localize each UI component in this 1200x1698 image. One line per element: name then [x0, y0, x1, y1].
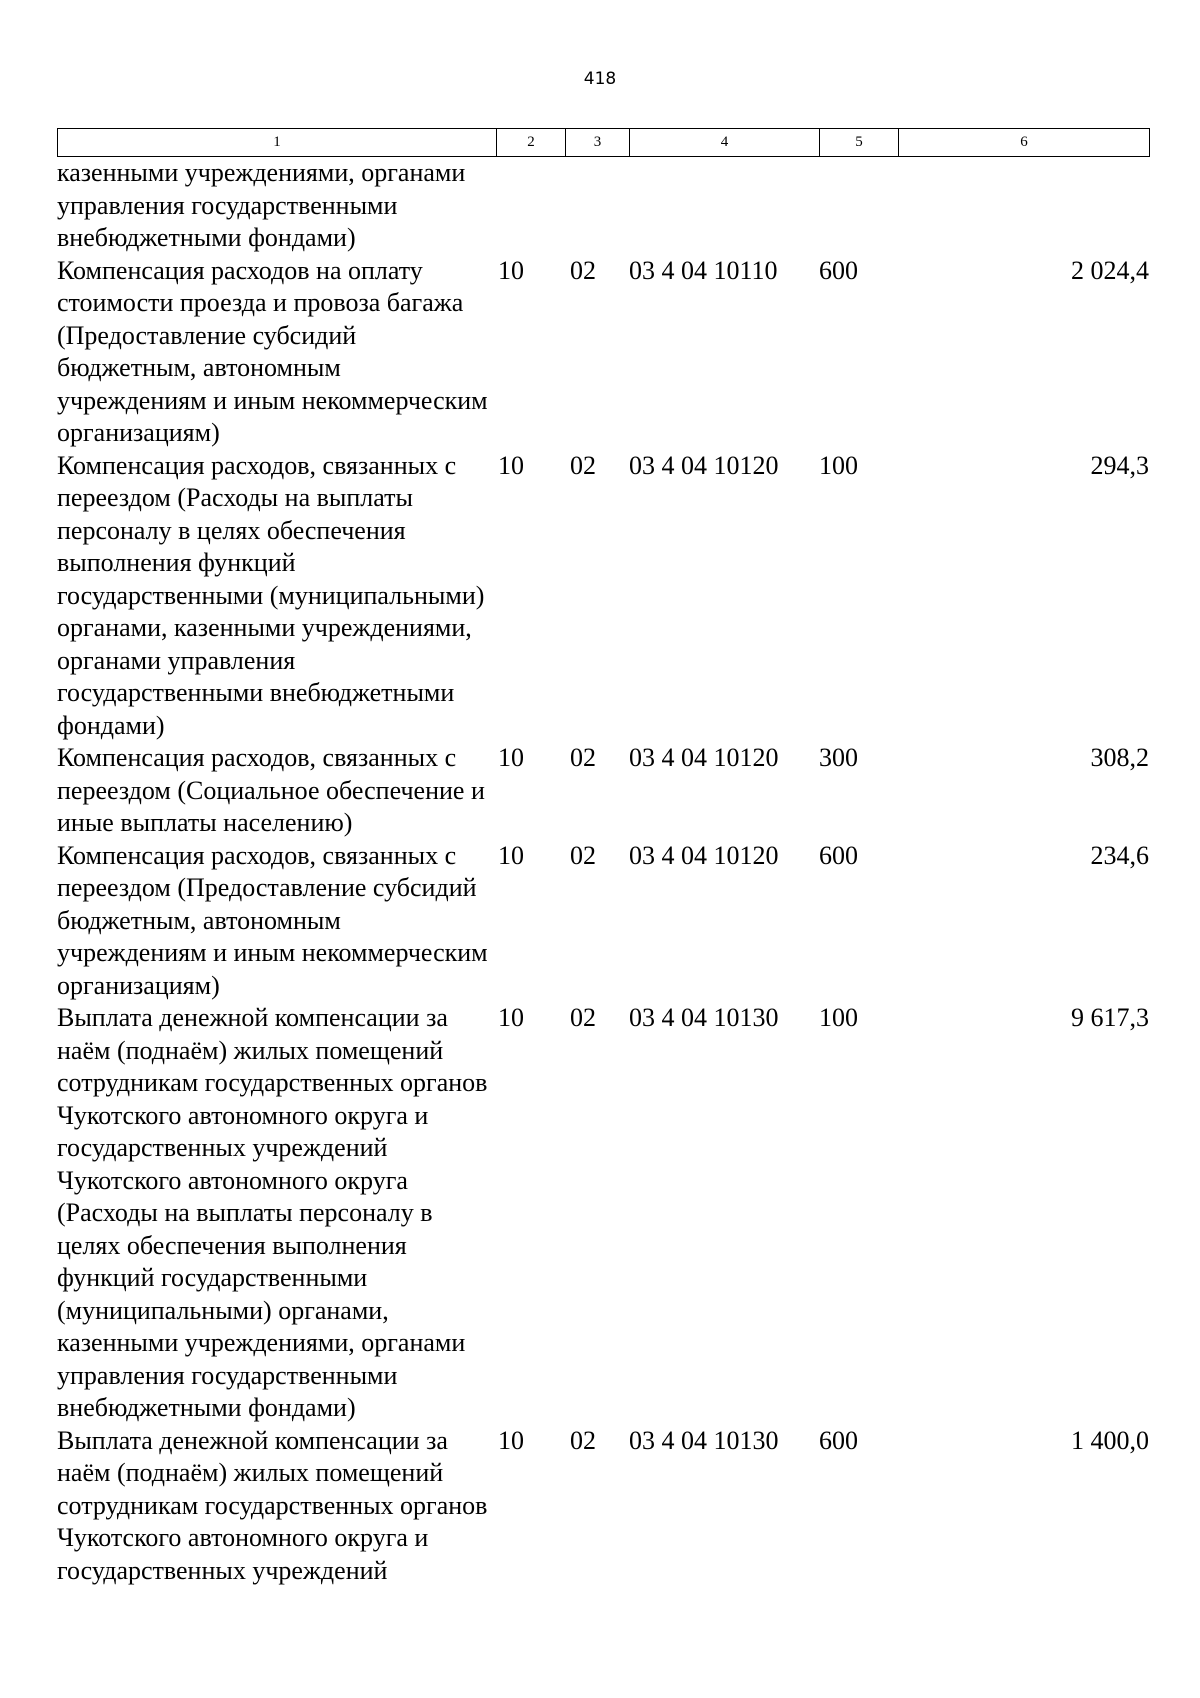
- row-amount: 308,2: [1090, 743, 1149, 772]
- row-target-article: 03 4 04 10110: [629, 255, 778, 285]
- row-name: Компенсация расходов на оплату стоимости проезда и провоза багажа (Предоставление субсидий бюджетным, автономным учреждениям и иным некоммерческим организациям): [57, 255, 488, 447]
- column-header-2: 2: [497, 129, 566, 157]
- row-subsection: 02: [570, 1003, 596, 1032]
- column-header-table: [57, 128, 1150, 157]
- column-header-row: [58, 129, 1150, 157]
- row-subsection: 02: [570, 840, 596, 870]
- table-row: [57, 1002, 1149, 1425]
- page-number: 418: [583, 69, 617, 89]
- budget-table: [57, 157, 1149, 1587]
- column-header-3: 3: [566, 129, 630, 157]
- row-section: 10: [498, 743, 524, 772]
- row-name: Выплата денежной компенсации за наём (поднаём) жилых помещений сотрудникам государственных органов Чукотского автономного округа и государственных учреждений Чукотского автономного округа (Расходы на выплаты персоналу в целях обеспечения выполнения функций государственными (муниципальными) органами, казенными учреждениями, органами управления государственными внебюджетными фондами): [57, 1003, 488, 1422]
- row-target-article: 03 4 04 10120: [629, 743, 779, 772]
- row-expense-type: 600: [819, 1425, 858, 1455]
- row-name: Компенсация расходов, связанных с переездом (Расходы на выплаты персоналу в целях обеспечения выполнения функций государственными (муниципальными) органами, казенными учреждениями, органами управления государственными внебюджетными фондами): [57, 450, 485, 740]
- table-row: [57, 450, 1149, 743]
- row-section: 10: [498, 1425, 524, 1455]
- row-amount: 2 024,4: [1071, 255, 1149, 285]
- row-name: Компенсация расходов, связанных с переездом (Предоставление субсидий бюджетным, автономным учреждениям и иным некоммерческим организациям): [57, 840, 488, 1000]
- row-subsection: [565, 157, 629, 255]
- row-subsection: 02: [570, 1425, 596, 1455]
- row-section: 10: [498, 450, 524, 480]
- table-row: [57, 255, 1149, 450]
- row-expense-type: 100: [819, 1003, 858, 1032]
- row-name: Выплата денежной компенсации за наём (поднаём) жилых помещений сотрудникам государственных органов Чукотского автономного округа и государственных учреждений: [57, 1425, 488, 1585]
- row-section: 10: [498, 1003, 524, 1032]
- column-header-5: 5: [820, 129, 899, 157]
- row-section: 10: [498, 840, 524, 870]
- row-amount: 1 400,0: [1071, 1425, 1149, 1455]
- row-section: [496, 157, 565, 255]
- row-target-article: [629, 157, 819, 255]
- row-subsection: 02: [570, 255, 596, 285]
- row-expense-type: [819, 157, 898, 255]
- row-expense-type: 100: [819, 450, 858, 480]
- table-row: [57, 840, 1149, 1003]
- column-header-6: 6: [899, 129, 1150, 157]
- row-target-article: 03 4 04 10130: [629, 1003, 779, 1032]
- column-header-1: 1: [58, 129, 497, 157]
- row-target-article: 03 4 04 10120: [629, 840, 779, 870]
- row-amount: 9 617,3: [1071, 1003, 1149, 1032]
- row-target-article: 03 4 04 10130: [629, 1425, 779, 1455]
- row-subsection: 02: [570, 743, 596, 772]
- row-amount: 234,6: [1090, 840, 1149, 870]
- row-expense-type: 300: [819, 743, 858, 772]
- row-target-article: 03 4 04 10120: [629, 450, 779, 480]
- row-expense-type: 600: [819, 840, 858, 870]
- column-header-4: 4: [630, 129, 820, 157]
- table-row: [57, 742, 1149, 840]
- table-row: [57, 1425, 1149, 1588]
- row-name: казенными учреждениями, органами управления государственными внебюджетными фондами): [57, 158, 466, 252]
- row-subsection: 02: [570, 450, 596, 480]
- row-section: 10: [498, 255, 524, 285]
- row-name: Компенсация расходов, связанных с переездом (Социальное обеспечение и иные выплаты населению): [57, 743, 485, 837]
- table-row: [57, 157, 1149, 255]
- row-expense-type: 600: [819, 255, 858, 285]
- row-amount: 294,3: [1090, 450, 1149, 480]
- row-amount: [898, 157, 1149, 255]
